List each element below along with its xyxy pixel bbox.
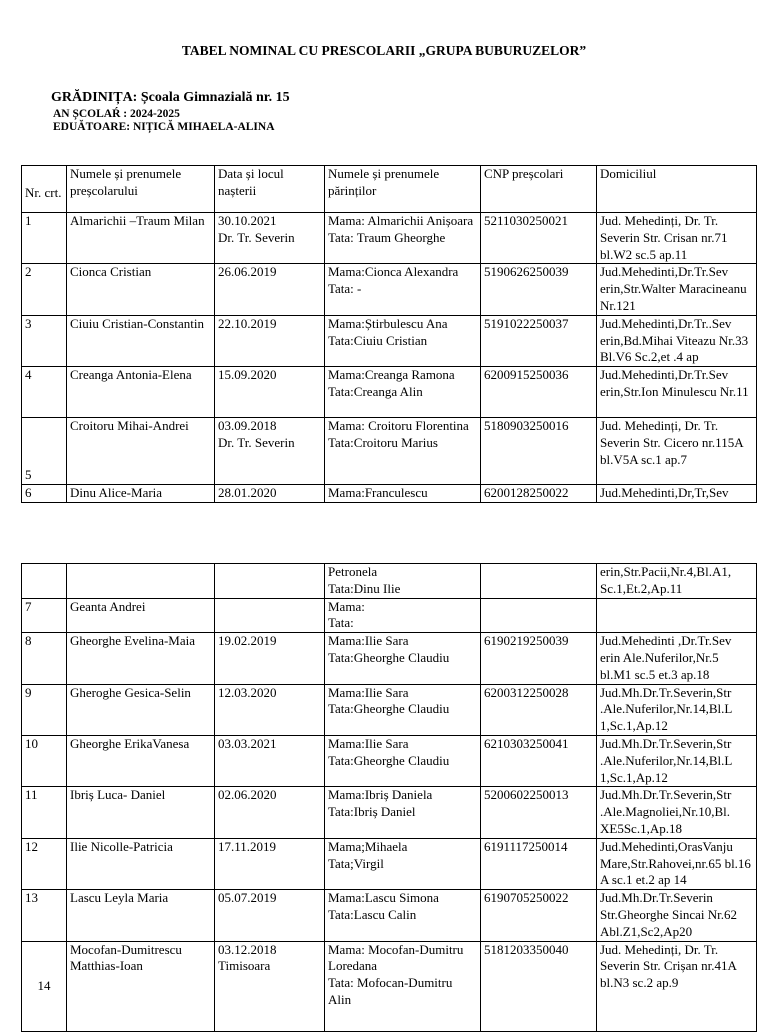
cell-birth bbox=[215, 598, 325, 633]
table-row bbox=[22, 633, 757, 684]
cell-parents: Mama:Ilie Sara Tata:Gheorghe Claudiu bbox=[325, 684, 481, 735]
cell-nr: 14 bbox=[22, 941, 67, 1031]
cell-name bbox=[67, 564, 215, 599]
cell-cnp bbox=[481, 598, 597, 633]
cell-nr bbox=[22, 564, 67, 599]
cell-parents: Mama:Știrbulescu Ana Tata:Ciuiu Cristian bbox=[325, 315, 481, 366]
cell-parents: Mama: Tata: bbox=[325, 598, 481, 633]
cell-parents: Mama:Ilie Sara Tata:Gheorghe Claudiu bbox=[325, 633, 481, 684]
cell-birth: 05.07.2019 bbox=[215, 890, 325, 941]
table-row bbox=[22, 890, 757, 941]
cell-birth bbox=[215, 564, 325, 599]
cell-address bbox=[597, 598, 757, 633]
year-label: AN ȘCOLAŔ bbox=[53, 108, 121, 120]
cell-birth: 17.11.2019 bbox=[215, 838, 325, 889]
cell-cnp: 5211030250021 bbox=[481, 213, 597, 264]
header-parents: Numele și prenumele părinților bbox=[325, 166, 481, 213]
cell-parents: Mama:Franculescu bbox=[325, 485, 481, 503]
cell-address: Jud. Mehedinți, Dr. Tr. Severin Str. Crisan nr.71 bl.W2 sc.5 ap.11 bbox=[597, 213, 757, 264]
table-row bbox=[22, 485, 757, 503]
cell-cnp: 5180903250016 bbox=[481, 418, 597, 485]
cell-parents: Mama:Creanga Ramona Tata:Creanga Alin bbox=[325, 367, 481, 418]
cell-parents: Mama: Almarichii Anișoara Tata: Traum Gheorghe bbox=[325, 213, 481, 264]
table-row bbox=[22, 598, 757, 633]
cell-name: Gheorghe ErikaVanesa bbox=[67, 735, 215, 786]
cell-birth: 03.09.2018 Dr. Tr. Severin bbox=[215, 418, 325, 485]
table-row bbox=[22, 315, 757, 366]
cell-birth: 03.03.2021 bbox=[215, 735, 325, 786]
school-label: GRĂDINIȚA: bbox=[51, 90, 138, 105]
school-line bbox=[51, 90, 290, 106]
cell-name: Mocofan-Dumitrescu Matthias-Ioan bbox=[67, 941, 215, 1031]
cell-cnp: 5181203350040 bbox=[481, 941, 597, 1031]
cell-parents: Mama;Mihaela Tata;Virgil bbox=[325, 838, 481, 889]
table-row bbox=[22, 735, 757, 786]
cell-cnp: 6200128250022 bbox=[481, 485, 597, 503]
cell-name: Cionca Cristian bbox=[67, 264, 215, 315]
table-row bbox=[22, 264, 757, 315]
table-row bbox=[22, 787, 757, 838]
cell-name: Dinu Alice-Maria bbox=[67, 485, 215, 503]
cell-address: Jud.Mehedinti,Dr.Tr..Sev erin,Bd.Mihai Viteazu Nr.33 Bl.V6 Sc.2,et .4 ap bbox=[597, 315, 757, 366]
cell-parents: Mama:Cionca Alexandra Tata: - bbox=[325, 264, 481, 315]
students-table-page1 bbox=[21, 165, 757, 503]
cell-cnp: 5190626250039 bbox=[481, 264, 597, 315]
cell-nr: 7 bbox=[22, 598, 67, 633]
cell-address: Jud.Mh.Dr.Tr.Severin,Str .Ale.Nuferilor,Nr.14,Bl.L 1,Sc.1,Ap.12 bbox=[597, 735, 757, 786]
cell-name: Croitoru Mihai-Andrei bbox=[67, 418, 215, 485]
header-birth: Data și locul nașterii bbox=[215, 166, 325, 213]
cell-nr: 1 bbox=[22, 213, 67, 264]
cell-address: Jud.Mh.Dr.Tr.Severin,Str .Ale.Nuferilor,Nr.14,Bl.L 1,Sc.1,Ap.12 bbox=[597, 684, 757, 735]
cell-nr: 3 bbox=[22, 315, 67, 366]
table-row bbox=[22, 941, 757, 1031]
table-row bbox=[22, 367, 757, 418]
cell-nr: 10 bbox=[22, 735, 67, 786]
cell-cnp: 6200312250028 bbox=[481, 684, 597, 735]
header-nr: Nr. crt. bbox=[22, 166, 67, 213]
cell-cnp: 5191022250037 bbox=[481, 315, 597, 366]
cell-address: erin,Str.Pacii,Nr.4,Bl.A1, Sc.1,Et.2,Ap.11 bbox=[597, 564, 757, 599]
cell-name: Almarichii –Traum Milan bbox=[67, 213, 215, 264]
cell-name: Creanga Antonia-Elena bbox=[67, 367, 215, 418]
cell-nr: 6 bbox=[22, 485, 67, 503]
teacher-value: NIȚICĂ MIHAELA-ALINA bbox=[132, 121, 275, 133]
cell-cnp: 6191117250014 bbox=[481, 838, 597, 889]
cell-birth: 26.06.2019 bbox=[215, 264, 325, 315]
table-row bbox=[22, 838, 757, 889]
cell-cnp: 6210303250041 bbox=[481, 735, 597, 786]
cell-birth: 15.09.2020 bbox=[215, 367, 325, 418]
cell-birth: 19.02.2019 bbox=[215, 633, 325, 684]
cell-cnp: 6190219250039 bbox=[481, 633, 597, 684]
year-line bbox=[53, 108, 180, 120]
cell-address: Jud.Mehedinti ,Dr.Tr.Sev erin Ale.Nuferilor,Nr.5 bl.M1 sc.5 et.3 ap.18 bbox=[597, 633, 757, 684]
cell-name: Geanta Andrei bbox=[67, 598, 215, 633]
table-header-row bbox=[22, 166, 757, 213]
table-row bbox=[22, 684, 757, 735]
cell-nr: 12 bbox=[22, 838, 67, 889]
cell-address: Jud. Mehedinți, Dr. Tr. Severin Str. Cicero nr.115A bl.V5A sc.1 ap.7 bbox=[597, 418, 757, 485]
cell-cnp: 6200915250036 bbox=[481, 367, 597, 418]
header-address: Domiciliul bbox=[597, 166, 757, 213]
cell-cnp bbox=[481, 564, 597, 599]
cell-nr: 8 bbox=[22, 633, 67, 684]
table-row bbox=[22, 418, 757, 485]
students-table-page2 bbox=[21, 563, 757, 1032]
table-row-continuation bbox=[22, 564, 757, 599]
cell-cnp: 6190705250022 bbox=[481, 890, 597, 941]
cell-address: Jud.Mehedinti,Dr.Tr.Sev erin,Str.Walter Maracineanu Nr.121 bbox=[597, 264, 757, 315]
cell-address: Jud.Mh.Dr.Tr.Severin,Str .Ale.Magnoliei,Nr.10,Bl. XE5Sc.1,Ap.18 bbox=[597, 787, 757, 838]
teacher-line bbox=[53, 121, 275, 133]
cell-name: Gheroghe Gesica-Selin bbox=[67, 684, 215, 735]
cell-parents: Mama:Lascu Simona Tata:Lascu Calin bbox=[325, 890, 481, 941]
cell-parents: Mama: Croitoru Florentina Tata:Croitoru Marius bbox=[325, 418, 481, 485]
cell-nr: 11 bbox=[22, 787, 67, 838]
cell-nr: 13 bbox=[22, 890, 67, 941]
cell-parents: Mama:Ilie Sara Tata:Gheorghe Claudiu bbox=[325, 735, 481, 786]
cell-birth: 22.10.2019 bbox=[215, 315, 325, 366]
header-cnp: CNP preșcolari bbox=[481, 166, 597, 213]
cell-address: Jud.Mehedinti,Dr,Tr,Sev bbox=[597, 485, 757, 503]
cell-parents: Mama:Ibriș Daniela Tata:Ibriș Daniel bbox=[325, 787, 481, 838]
cell-address: Jud.Mehedinti,OrasVanju Mare,Str.Rahovei,nr.65 bl.16 A sc.1 et.2 ap 14 bbox=[597, 838, 757, 889]
cell-cnp: 5200602250013 bbox=[481, 787, 597, 838]
cell-name: Ilie Nicolle-Patricia bbox=[67, 838, 215, 889]
teacher-label: EDUĂTOARE: bbox=[53, 121, 131, 133]
cell-address: Jud.Mh.Dr.Tr.Severin Str.Gheorghe Sincai Nr.62 Abl.Z1,Sc2,Ap20 bbox=[597, 890, 757, 941]
cell-nr: 2 bbox=[22, 264, 67, 315]
document-title: TABEL NOMINAL CU PRESCOLARII „GRUPA BUBURUZELOR” bbox=[181, 43, 587, 58]
school-value: Școala Gimnazială nr. 15 bbox=[140, 90, 290, 105]
cell-address: Jud.Mehedinti,Dr.Tr.Sev erin,Str.Ion Minulescu Nr.11 bbox=[597, 367, 757, 418]
cell-name: Ciuiu Cristian-Constantin bbox=[67, 315, 215, 366]
header-name: Numele și prenumele preșcolarului bbox=[67, 166, 215, 213]
cell-nr: 5 bbox=[22, 418, 67, 485]
cell-birth: 28.01.2020 bbox=[215, 485, 325, 503]
cell-birth: 12.03.2020 bbox=[215, 684, 325, 735]
cell-birth: 02.06.2020 bbox=[215, 787, 325, 838]
cell-name: Ibriș Luca- Daniel bbox=[67, 787, 215, 838]
cell-parents: Mama: Mocofan-Dumitru Loredana Tata: Mofocan-Dumitru Alin bbox=[325, 941, 481, 1031]
cell-name: Lascu Leyla Maria bbox=[67, 890, 215, 941]
cell-nr: 9 bbox=[22, 684, 67, 735]
cell-birth: 30.10.2021 Dr. Tr. Severin bbox=[215, 213, 325, 264]
cell-parents: Petronela Tata:Dinu Ilie bbox=[325, 564, 481, 599]
cell-address: Jud. Mehedinți, Dr. Tr. Severin Str. Crișan nr.41A bl.N3 sc.2 ap.9 bbox=[597, 941, 757, 1031]
cell-name: Gheorghe Evelina-Maia bbox=[67, 633, 215, 684]
cell-birth: 03.12.2018 Timisoara bbox=[215, 941, 325, 1031]
year-value: : 2024-2025 bbox=[120, 108, 180, 120]
cell-nr: 4 bbox=[22, 367, 67, 418]
table-row bbox=[22, 213, 757, 264]
